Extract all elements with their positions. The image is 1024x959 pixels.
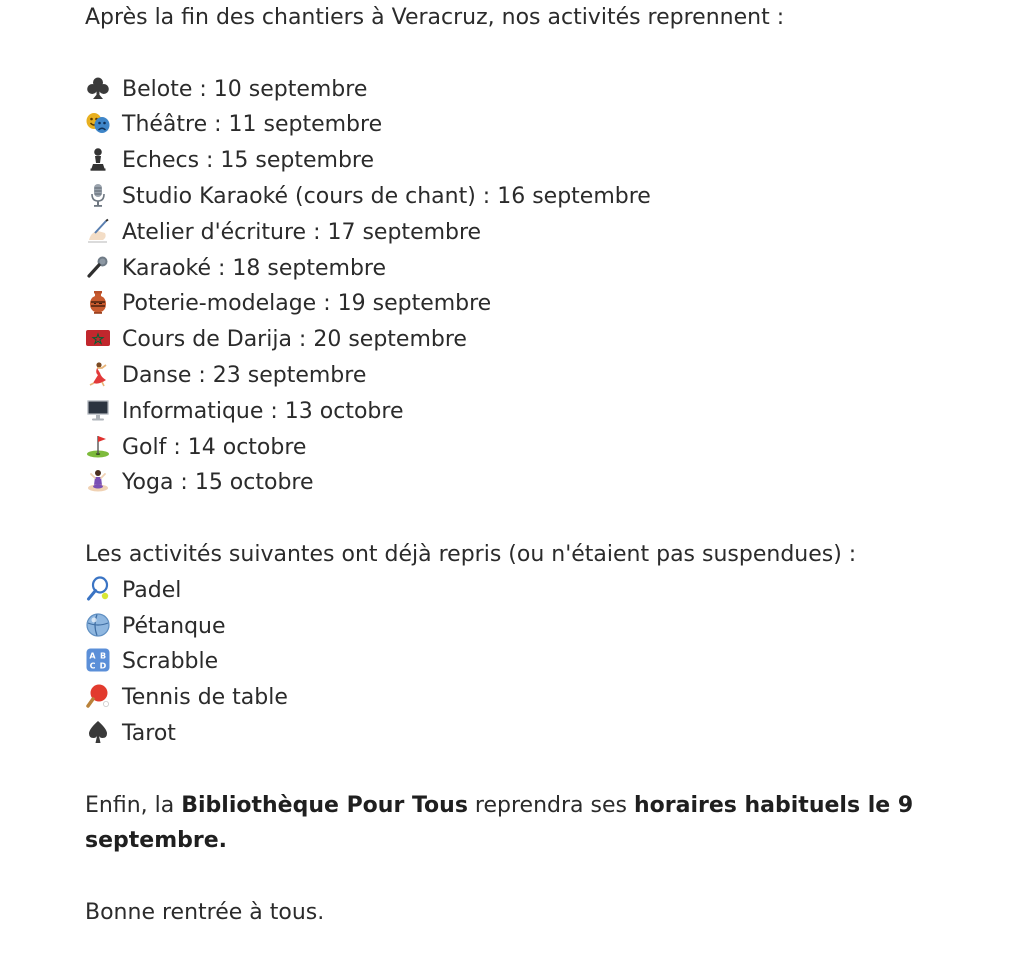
list-item <box>85 716 955 752</box>
yoga-icon <box>85 468 111 494</box>
closing-text: Enfin, la <box>85 792 182 818</box>
petanque-ball-icon <box>85 612 111 638</box>
spacer <box>85 36 955 72</box>
list-item-label: Yoga : 15 octobre <box>122 470 314 496</box>
desktop-computer-icon <box>85 397 111 423</box>
spacer <box>85 501 955 537</box>
list-item-label: Studio Karaoké (cours de chant) : 16 septembre <box>122 183 651 209</box>
list-item-label: Tennis de table <box>122 685 288 711</box>
svg-text:D: D <box>99 661 107 671</box>
list-item-label: Padel <box>122 577 182 603</box>
amphora-icon <box>85 289 111 315</box>
list-item <box>85 107 955 143</box>
list-item-label: Informatique : 13 octobre <box>122 398 404 424</box>
list-item <box>85 465 955 501</box>
spacer <box>85 752 955 788</box>
svg-text:A: A <box>89 651 96 661</box>
list-item <box>85 609 955 645</box>
list-item-label: Scrabble <box>122 649 219 675</box>
svg-text:C: C <box>89 661 96 671</box>
studio-microphone-icon <box>85 182 111 208</box>
list-item-label: Théâtre : 11 septembre <box>122 112 383 138</box>
already-resumed-list <box>85 573 955 752</box>
list-item <box>85 394 955 430</box>
writing-hand-icon <box>85 218 111 244</box>
dancer-icon <box>85 361 111 387</box>
list-item <box>85 680 955 716</box>
announcement-body <box>85 0 955 931</box>
list-item-label: Pétanque <box>122 613 226 639</box>
tennis-ball-icon <box>85 576 111 602</box>
library-hours: horaires habituels le 9 septembre. <box>85 792 914 854</box>
already-resumed-heading: Les activités suivantes ont déjà repris (ou n'étaient pas suspendues) : <box>85 541 857 567</box>
intro-text: Après la fin des chantiers à Veracruz, nos activités reprennent : <box>85 5 785 30</box>
list-item <box>85 72 955 108</box>
list-item-label: Echecs : 15 septembre <box>122 148 375 174</box>
list-item <box>85 573 955 609</box>
abcd-letters-icon <box>85 647 111 673</box>
list-item <box>85 322 955 358</box>
list-item-label: Karaoké : 18 septembre <box>122 255 386 281</box>
list-item <box>85 143 955 179</box>
spacer <box>85 859 955 895</box>
library-name: Bibliothèque Pour Tous <box>181 792 468 818</box>
list-item <box>85 251 955 287</box>
chess-pawn-icon <box>85 146 111 172</box>
theatre-masks-icon <box>85 110 111 136</box>
closing-paragraph <box>85 788 955 860</box>
list-item-label: Belote : 10 septembre <box>122 76 368 102</box>
list-item-label: Cours de Darija : 20 septembre <box>122 327 467 353</box>
list-item <box>85 644 955 680</box>
list-item <box>85 358 955 394</box>
svg-text:B: B <box>99 651 107 661</box>
spade-suit-icon <box>85 719 111 745</box>
morocco-flag-icon <box>85 325 111 351</box>
list-item-label: Atelier d'écriture : 17 septembre <box>122 219 482 245</box>
ping-pong-icon <box>85 683 111 709</box>
list-item <box>85 179 955 215</box>
list-item-label: Danse : 23 septembre <box>122 362 367 388</box>
list-item-label: Golf : 14 octobre <box>122 434 307 460</box>
closing-text: reprendra ses <box>467 792 634 818</box>
club-suit-icon <box>85 75 111 101</box>
list-item-label: Tarot <box>122 720 176 746</box>
list-item <box>85 430 955 466</box>
resuming-activities-list <box>85 72 955 502</box>
signoff-text: Bonne rentrée à tous. <box>85 899 325 925</box>
golf-flag-icon <box>85 433 111 459</box>
list-item <box>85 286 955 322</box>
list-item-label: Poterie-modelage : 19 septembre <box>122 291 492 317</box>
microphone-icon <box>85 254 111 280</box>
list-item <box>85 215 955 251</box>
